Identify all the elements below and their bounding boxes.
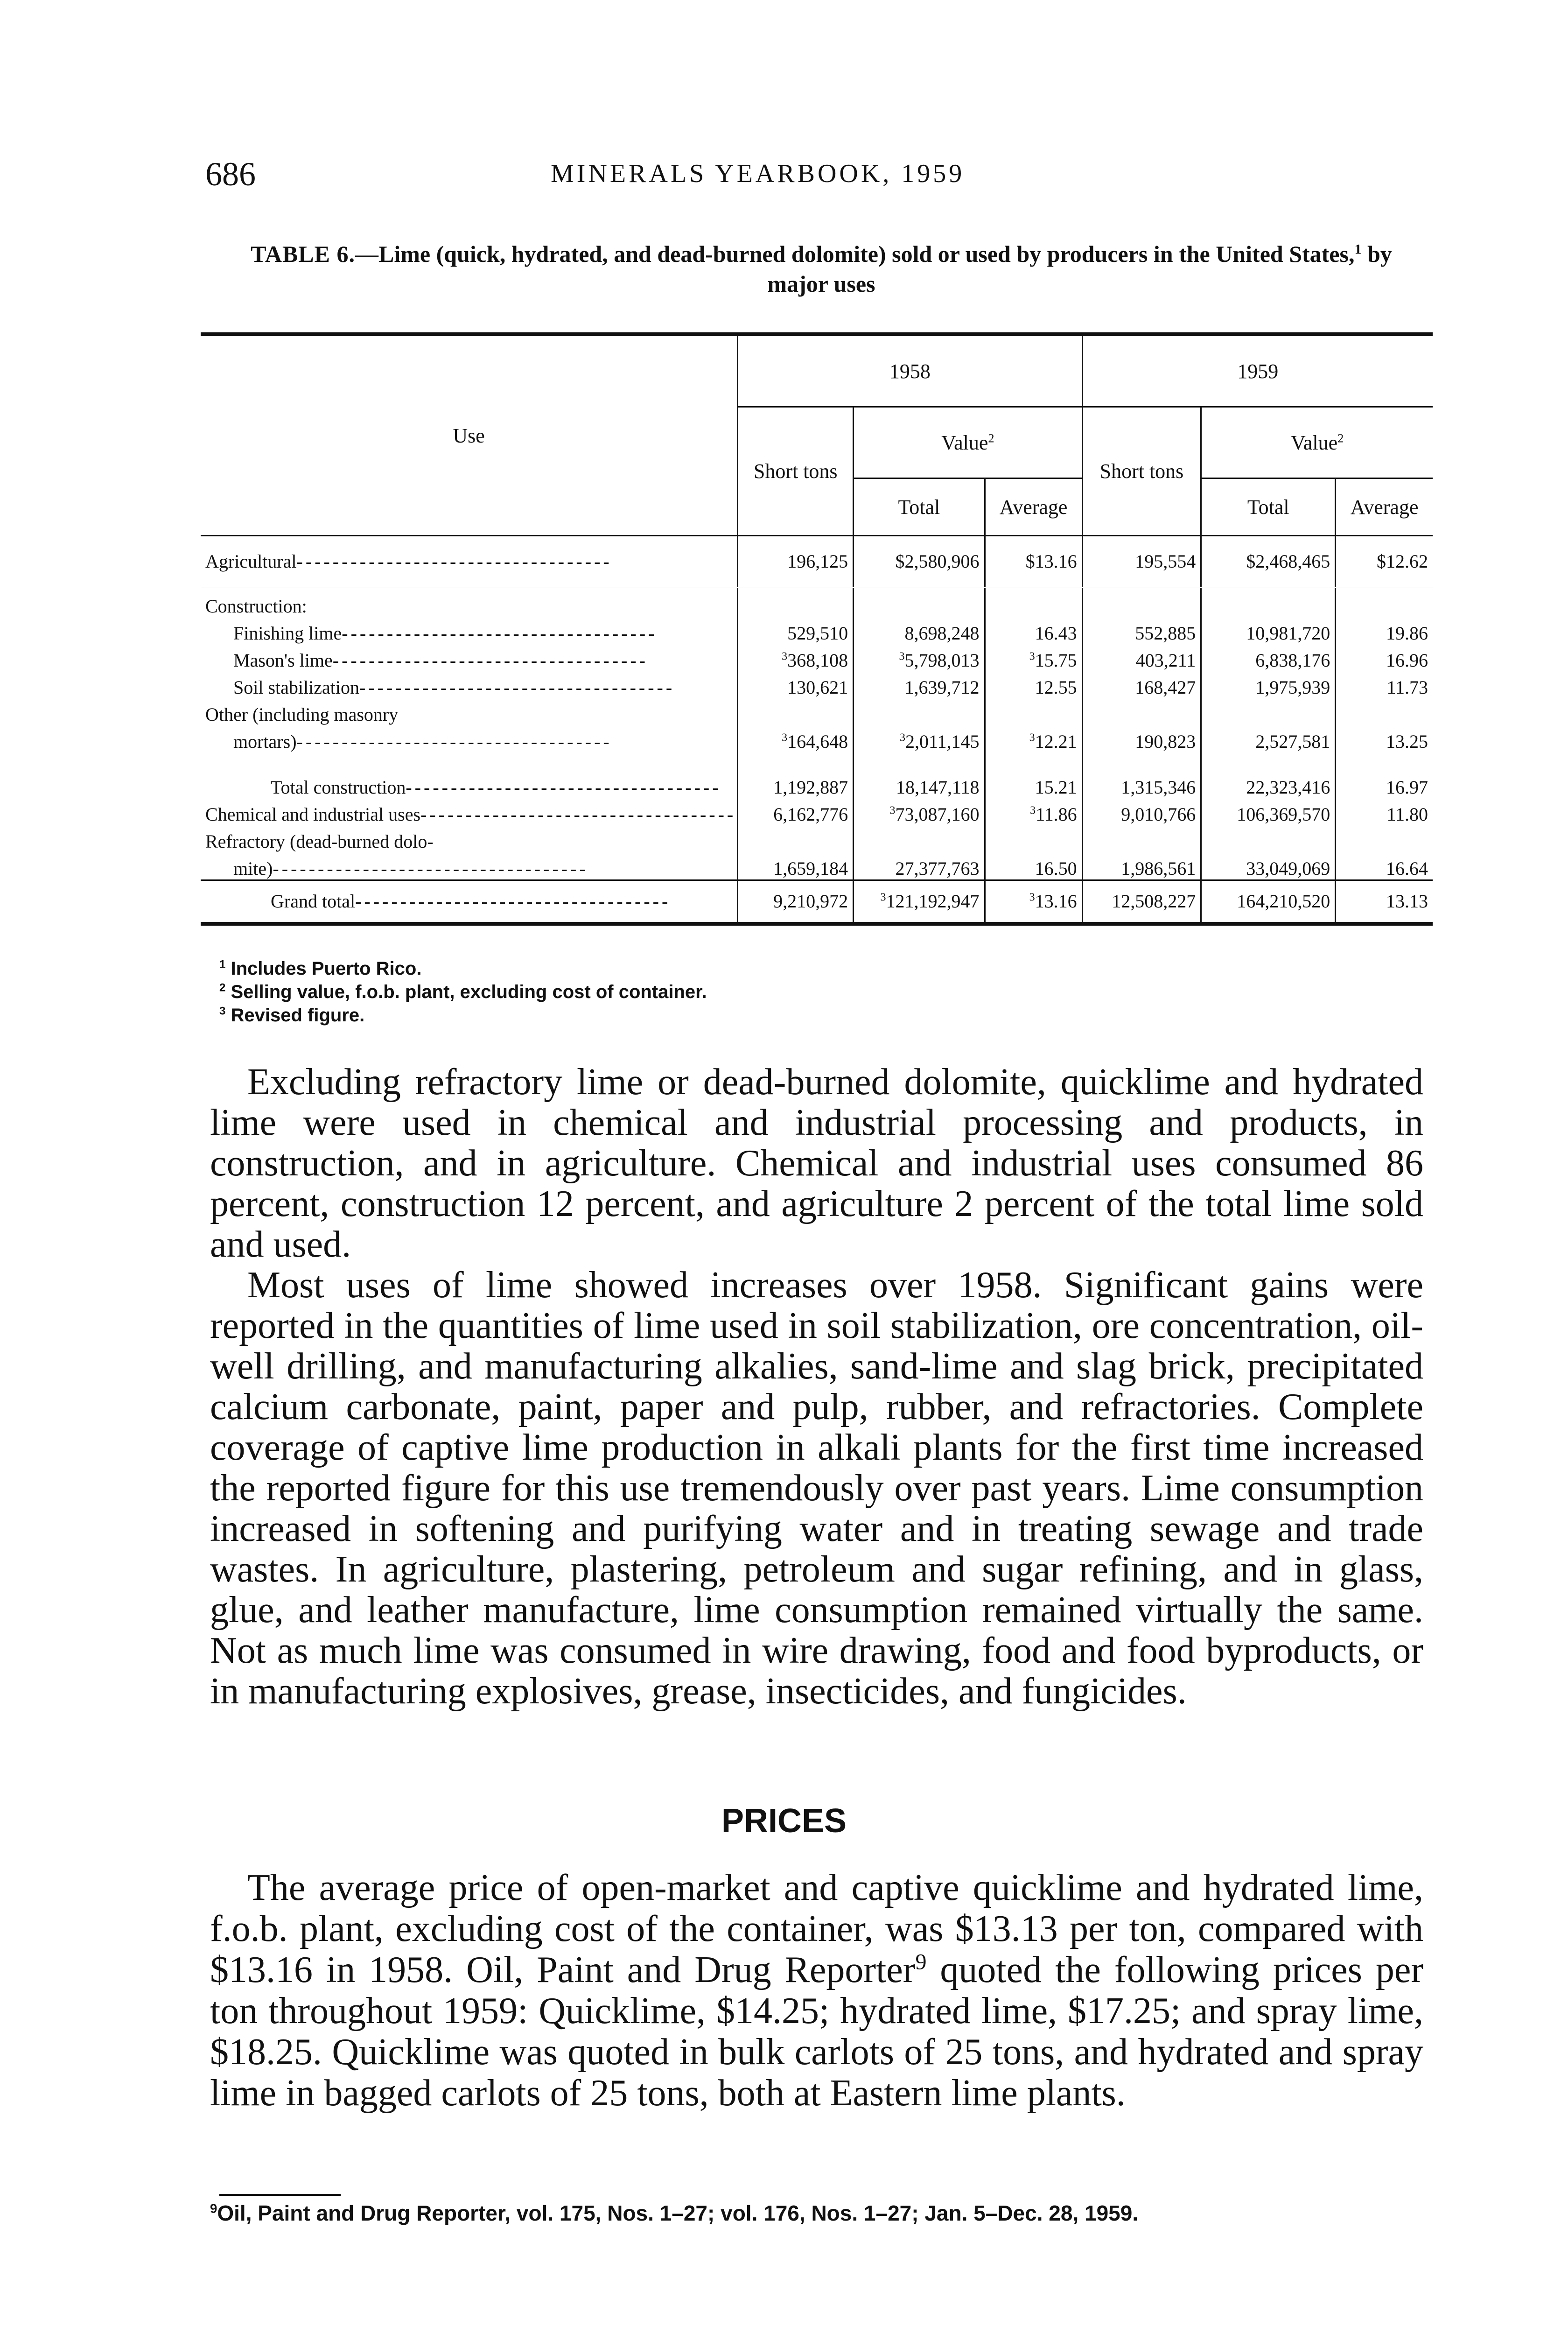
table-spacer — [201, 752, 1433, 771]
table-label: TABLE 6. — [251, 241, 355, 267]
footnote-9: $^9$Oil, Paint and Drug Reporter, vol. 175, Nos. 1–27; vol. 176, Nos. 1–27; Jan. 5–Dec. 28, 1959. — [210, 2201, 1139, 2225]
header-value-1958: Value$^2$ — [854, 407, 1082, 478]
lime-uses-table — [201, 332, 1433, 926]
table-row-grand-total: Grand total - - - 9,210,972 $^3$121,192,947 $^3$13.16 12,508,227 164,210,520 13.13 — [201, 880, 1433, 924]
table-caption — [233, 239, 1409, 299]
header-total-1959: Total — [1201, 478, 1336, 536]
table-row-agricultural: Agricultural - - - 196,125 $2,580,906 $13.16 195,554 $2,468,465 $12.62 — [201, 536, 1433, 588]
header-value-1959: Value$^2$ — [1201, 407, 1433, 478]
section-heading-prices: PRICES — [721, 1802, 847, 1840]
table-row-chemical-industrial: Chemical and industrial uses - - - 6,162,776 $^3$73,087,160 $^3$11.86 9,010,766 106,369,570 11.80 — [201, 798, 1433, 825]
footnote-1: $^1$ Includes Puerto Rico. — [219, 958, 422, 979]
table-row-other-label: Other (including masonry — [201, 698, 1433, 725]
footnote-2: $^2$ Selling value, f.o.b. plant, excluding cost of container. — [219, 981, 707, 1002]
table-caption-tail: by major uses — [767, 241, 1392, 297]
prices-text — [210, 1867, 1423, 2114]
page-number: 686 — [205, 155, 256, 193]
table-row-finishing-lime: Finishing lime - - - 529,510 8,698,248 16.43 552,885 10,981,720 19.86 — [201, 617, 1433, 644]
table-row-total-construction: Total construction - - - 1,192,887 18,147,118 15.21 1,315,346 22,323,416 16.97 — [201, 771, 1433, 798]
table-caption-text: —Lime (quick, hydrated, and dead-burned dolomite) sold or used by producers in the United States, — [355, 241, 1355, 267]
table-row-soil-stabilization: Soil stabilization - - - 130,621 1,639,712 12.55 168,427 1,975,939 11.73 — [201, 671, 1433, 698]
paragraph-increases: Most uses of lime showed increases over 1958. Significant gains were reported in the quantities of lime used in soil stabilization, ore concentration, oil-well drilling, and manufacturing alkalies, sand-lime and slag brick, precipitated calcium carbonate, paint, paper and pulp, rubber, and refractories. Complete coverage of captive lime production in alkali plants for the first time increased the reported figure for this use tremendously over past years. Lime consumption increased in softening and purifying water and in treating sewage and trade wastes. In agriculture, plastering, petroleum and sugar refining, and in glass, glue, and leather manufacture, lime consumption remained virtually the same. Not as much lime was consumed in wire drawing, food and food byproducts, or in manufacturing explosives, grease, insecticides, and fungicides. — [210, 1265, 1423, 1712]
table-row-construction-heading: Construction: — [201, 588, 1433, 618]
footnote-rule — [219, 2194, 341, 2196]
header-average-1958: Average — [985, 478, 1082, 536]
table-row-refractory: mite) - - - 1,659,184 27,377,763 16.50 1,986,561 33,049,069 16.64 — [201, 852, 1433, 880]
caption-footnote-mark: 1 — [1354, 241, 1362, 257]
running-title: MINERALS YEARBOOK, 1959 — [551, 159, 965, 188]
header-year-1959: 1959 — [1082, 334, 1433, 407]
paragraph-uses: Excluding refractory lime or dead-burned dolomite, quicklime and hydrated lime were used in chemical and industrial processing and products, in construction, and in agriculture. Chemical and industrial uses consumed 86 percent, construction 12 percent, and agriculture 2 percent of the total lime sold and used. — [210, 1062, 1423, 1265]
header-short-tons-1958: Short tons — [738, 407, 854, 536]
body-text — [210, 1062, 1423, 1712]
header-year-1958: 1958 — [738, 334, 1082, 407]
footnote-3: $^3$ Revised figure. — [219, 1005, 365, 1026]
table-row-masons-lime: Mason's lime - - - $^3$368,108 $^3$5,798,013 $^3$15.75 403,211 6,838,176 16.96 — [201, 644, 1433, 671]
paragraph-prices: The average price of open-market and captive quicklime and hydrated lime, f.o.b. plant, excluding cost of the container, was $13.13 per ton, compared with $13.16 in 1958. Oil, Paint and Drug Reporter$^9$ quoted the following prices per ton throughout 1959: Quicklime, $14.25; hydrated lime, $17.25; and spray lime, $18.25. Quicklime was quoted in bulk carlots of 25 tons, and hydrated and spray lime in bagged carlots of 25 tons, both at Eastern lime plants. — [210, 1867, 1423, 2114]
header-total-1958: Total — [854, 478, 985, 536]
header-short-tons-1959: Short tons — [1082, 407, 1201, 536]
header-use: Use — [201, 334, 738, 536]
table-footnotes — [219, 957, 707, 1027]
header-average-1959: Average — [1336, 478, 1433, 536]
table-row-refractory-label: Refractory (dead-burned dolo- — [201, 825, 1433, 852]
running-header — [205, 155, 1437, 192]
table-row-other-masonry-mortars: mortars) - - - $^3$164,648 $^3$2,011,145 $^3$12.21 190,823 2,527,581 13.25 — [201, 725, 1433, 752]
